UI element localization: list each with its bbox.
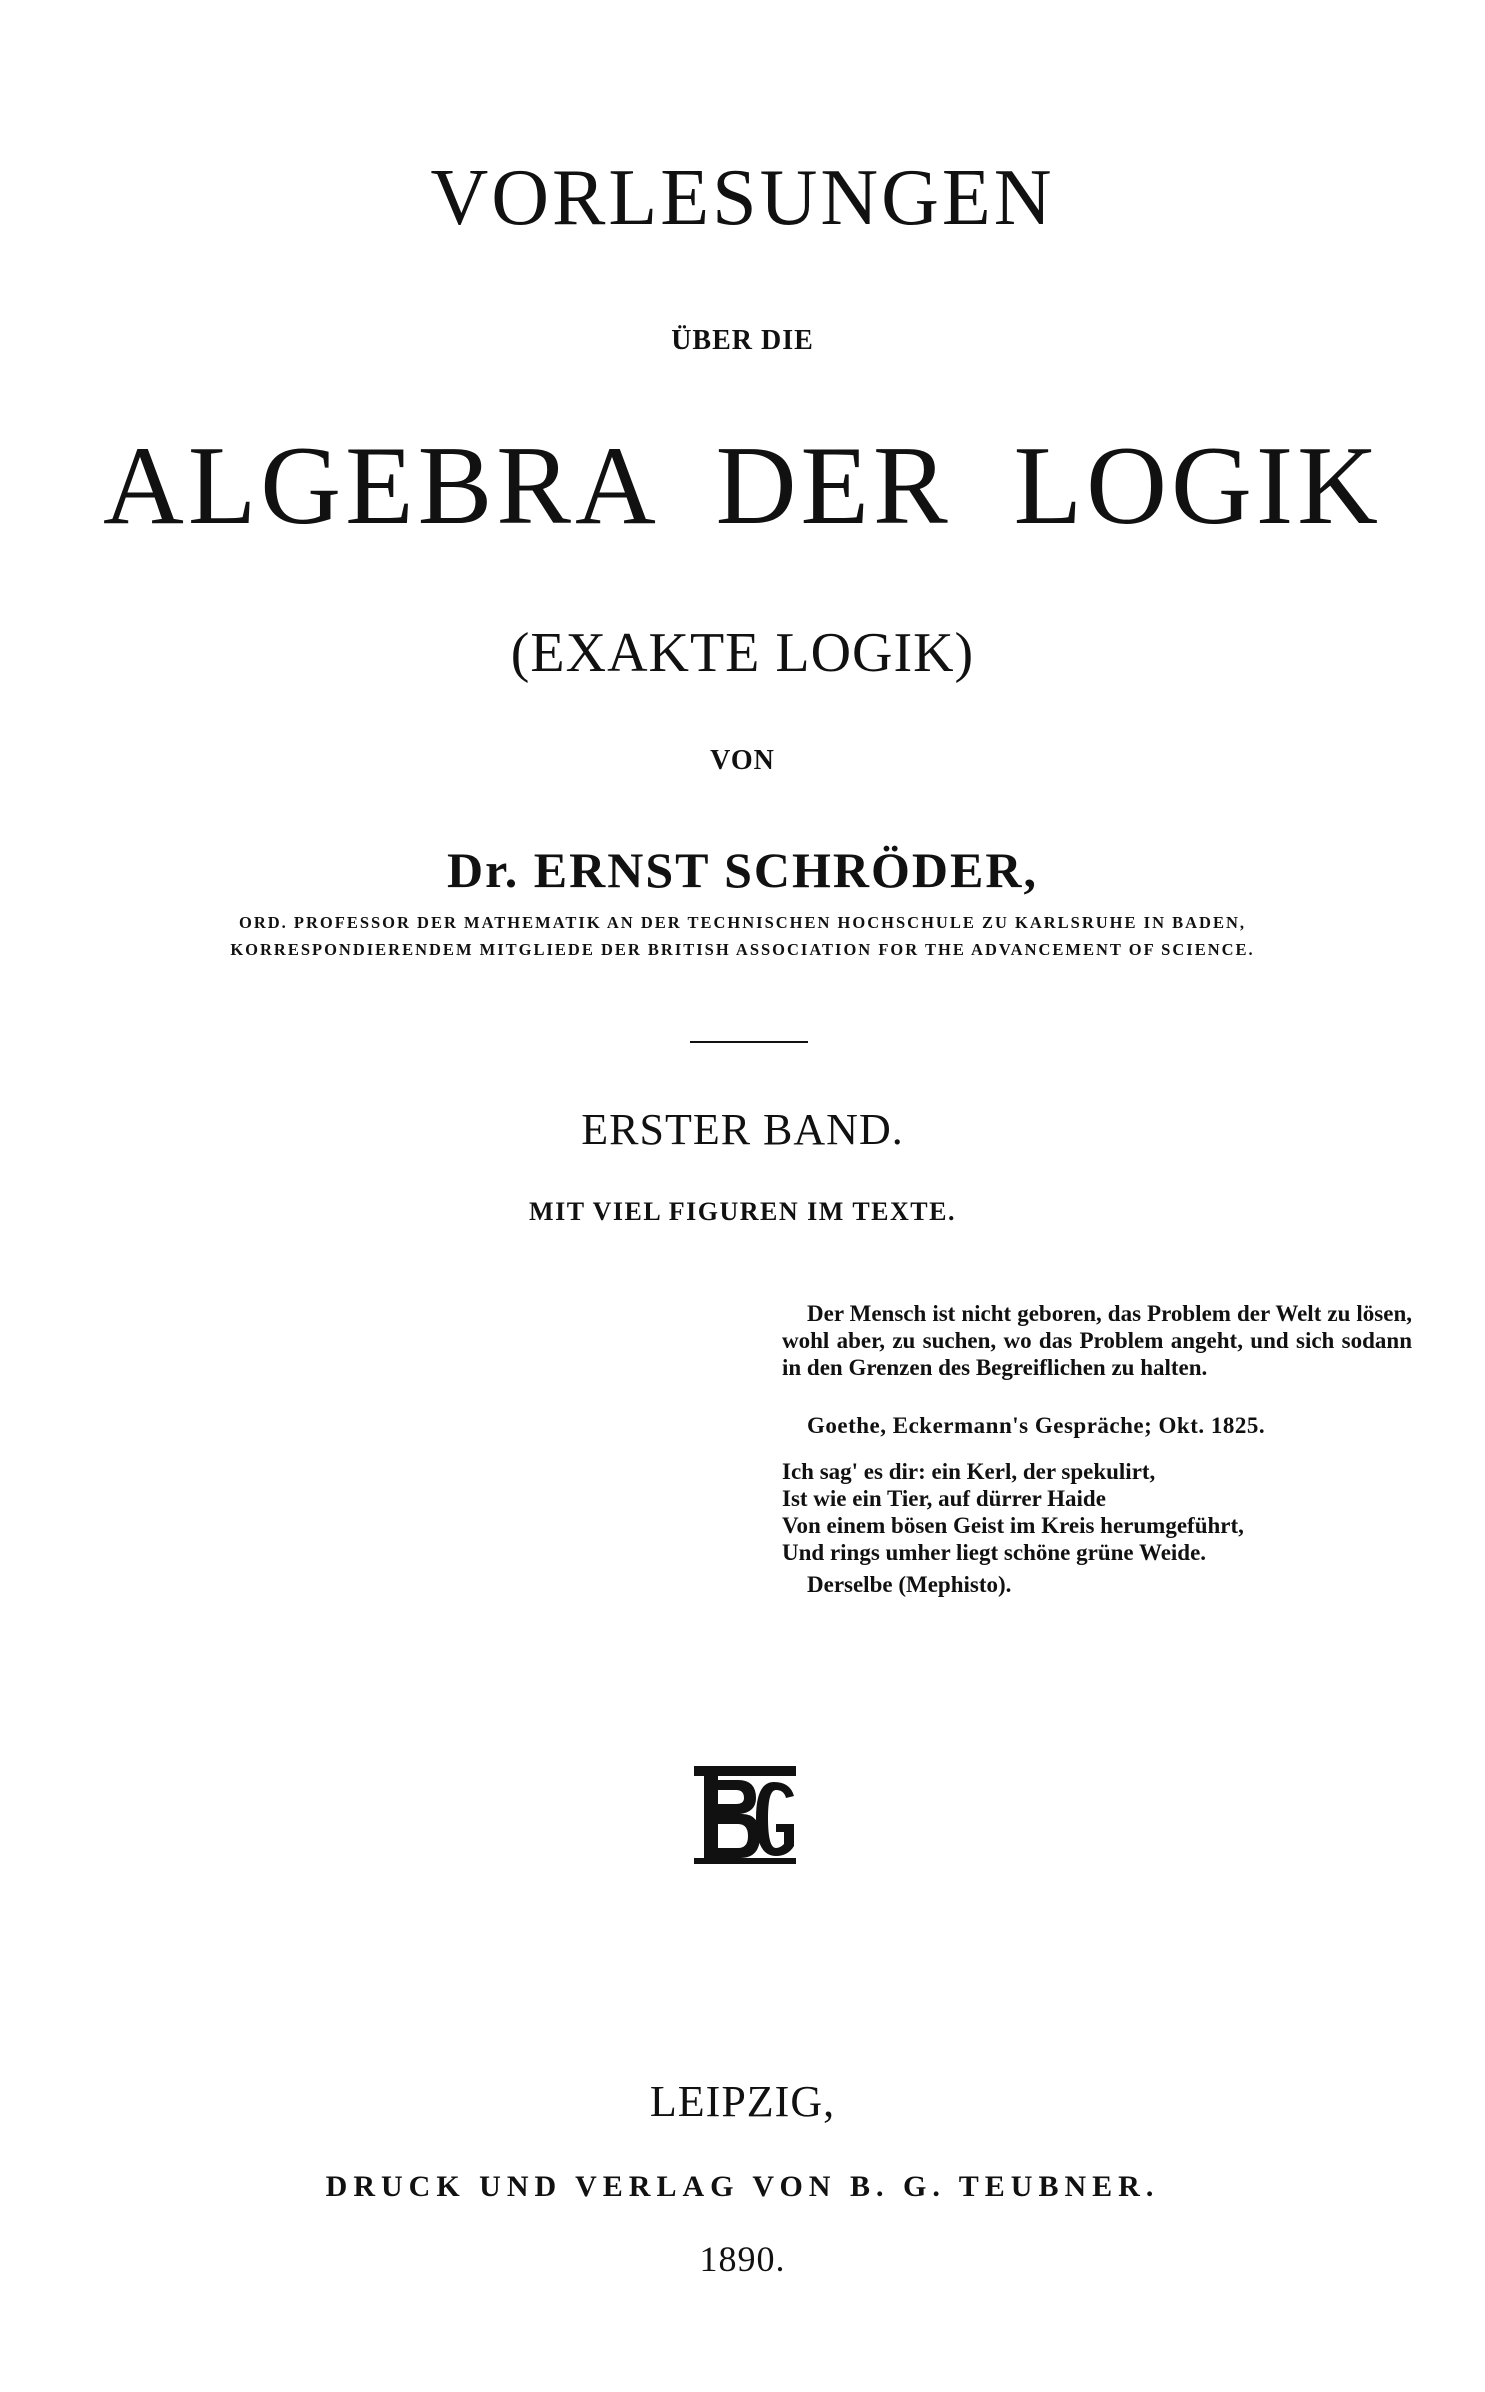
von-label: VON [710,745,775,776]
imprint-year: 1890. [699,2239,786,2279]
volume-label: ERSTER BAND. [581,1105,904,1154]
epigraph-goethe-attribution: Goethe, Eckermann's Gespräche; Okt. 1825. [807,1413,1266,1438]
figures-note: MIT VIEL FIGUREN IM TEXTE. [529,1197,956,1226]
epigraph-goethe-text: Der Mensch ist nicht geboren, das Problem der Welt zu lösen, wohl aber, zu suchen, wo das Problem angeht, und sich sodann in den Grenzen des Begreiflichen zu halten. [782,1301,1412,1380]
divider-rule [690,1041,808,1043]
author-affiliation-line-2: KORRESPONDIERENDEM MITGLIEDE DER BRITISH ASSOCIATION FOR THE ADVANCEMENT OF SCIENCE. [230,940,1255,959]
subtitle: (EXAKTE LOGIK) [510,622,975,684]
ueber-die-label [0,325,1485,357]
ueber-die-text: ÜBER DIE [671,325,814,356]
imprint-city: LEIPZIG, [649,2077,836,2126]
author-name: Dr. ERNST SCHRÖDER, [447,842,1038,898]
epigraph-mephisto-verse [782,1458,1412,1566]
teubner-bg-monogram-icon [690,1758,800,1868]
verse-line: Von einem bösen Geist im Kreis herumgeführt, [782,1513,1244,1538]
imprint-publisher: DRUCK UND VERLAG VON B. G. TEUBNER. [325,2170,1160,2203]
verse-line: Ich sag' es dir: ein Kerl, der spekulirt, [782,1459,1156,1484]
author-affiliation-line-1: ORD. PROFESSOR DER MATHEMATIK AN DER TECHNISCHEN HOCHSCHULE ZU KARLSRUHE IN BADEN, [239,913,1246,932]
verse-line: Ist wie ein Tier, auf dürrer Haide [782,1486,1106,1511]
verse-line: Und rings umher liegt schöne grüne Weide. [782,1540,1207,1565]
main-title: ALGEBRA DER LOGIK [102,424,1383,548]
series-title: VORLESUNGEN [430,154,1055,242]
epigraph-mephisto-attribution: Derselbe (Mephisto). [807,1572,1012,1597]
